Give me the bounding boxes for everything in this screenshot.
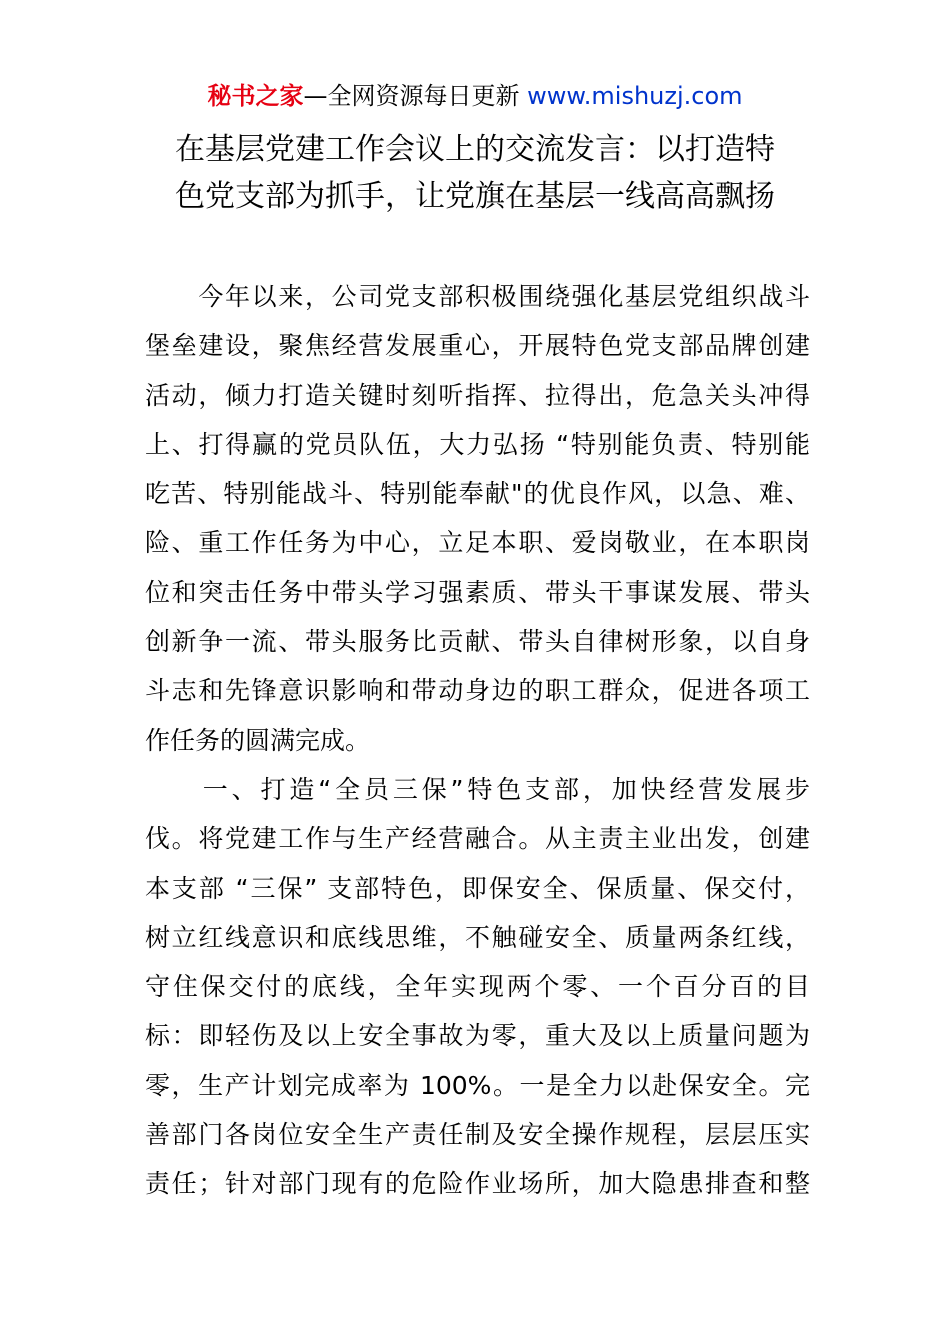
document-title (120, 126, 830, 220)
site-tagline: —全网资源每日更新 (303, 82, 528, 110)
body-line: 上、打得赢的党员队伍，大力弘扬 “特别能负责、特别能 (145, 429, 810, 459)
body-line: 树立红线意识和底线思维，不触碰安全、质量两条红线， (145, 922, 810, 952)
title-line-1: 在基层党建工作会议上的交流发言：以打造特 (175, 132, 775, 167)
body-line: 作任务的圆满完成。 (145, 725, 371, 755)
body-line: 一、打造“全员三保”特色支部，加快经营发展步 (145, 774, 810, 804)
body-line: 标：即轻伤及以上安全事故为零，重大及以上质量问题为 (145, 1021, 810, 1051)
body-line: 善部门各岗位安全生产责任制及安全操作规程，层层压实 (145, 1120, 810, 1150)
site-url-link[interactable]: www.mishuzj.com (527, 82, 743, 110)
body-line: 吃苦、特别能战斗、特别能奉献"的优良作风，以急、难、 (145, 479, 810, 509)
body-line: 伐。将党建工作与生产经营融合。从主责主业出发，创建 (145, 824, 810, 854)
body-line: 守住保交付的底线，全年实现两个零、一个百分百的目 (145, 972, 810, 1002)
site-header (0, 80, 950, 112)
title-line-2: 色党支部为抓手，让党旗在基层一线高高飘扬 (175, 179, 775, 214)
body-line: 位和突击任务中带头学习强素质、带头干事谋发展、带头 (145, 577, 810, 607)
body-line: 零，生产计划完成率为 100%。一是全力以赴保安全。完 (145, 1070, 810, 1100)
document-body (145, 272, 810, 1209)
body-line: 斗志和先锋意识影响和带动身边的职工群众，促进各项工 (145, 676, 810, 706)
body-line: 险、重工作任务为中心，立足本职、爱岗敬业，在本职岗 (145, 528, 810, 558)
body-line: 今年以来，公司党支部积极围绕强化基层党组织战斗 (145, 282, 810, 311)
site-brand: 秘书之家 (207, 82, 304, 110)
body-line: 本支部 “三保” 支部特色，即保安全、保质量、保交付， (145, 873, 810, 903)
body-line: 责任；针对部门现有的危险作业场所，加大隐患排查和整 (145, 1169, 810, 1199)
body-line: 活动，倾力打造关键时刻听指挥、拉得出，危急关头冲得 (145, 380, 810, 410)
body-line: 创新争一流、带头服务比贡献、带头自律树形象，以自身 (145, 627, 810, 657)
body-line: 堡垒建设，聚焦经营发展重心，开展特色党支部品牌创建 (145, 331, 810, 361)
